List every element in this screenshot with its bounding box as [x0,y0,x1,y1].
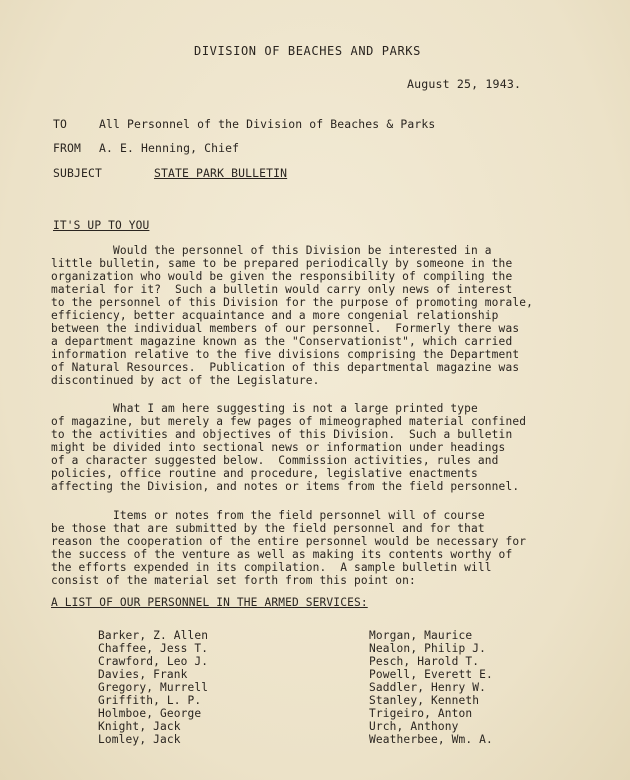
paragraph-3-line: be those that are submitted by the field personnel and for that [51,522,485,535]
section-heading-armed-services: A LIST OF OUR PERSONNEL IN THE ARMED SERVICES: [51,596,368,609]
subject-value: STATE PARK BULLETIN [154,166,288,180]
from-value: A. E. Henning, Chief [99,141,240,155]
personnel-name: Davies, Frank [98,668,188,681]
paragraph-3-line: Items or notes from the field personnel will of course [51,509,485,522]
personnel-name: Gregory, Murrell [98,681,209,694]
personnel-name: Lomley, Jack [98,733,181,746]
paragraph-2-line: of magazine, but merely a few pages of mimeographed material confined [51,415,527,428]
personnel-name: Crawford, Leo J. [98,655,209,668]
paragraph-1-line: of Natural Resources. Publication of this departmental magazine was [51,361,520,374]
paragraph-3-line: consist of the material set forth from this point on: [51,574,416,587]
paragraph-1-line: efficiency, better acquaintance and a more congenial relationship [51,309,499,322]
paragraph-1-line: organization who would be given the responsibility of compiling the [51,270,513,283]
subject-label: SUBJECT [53,166,103,180]
personnel-name: Holmboe, George [98,707,202,720]
paragraph-1-line: between the individual members of our personnel. Formerly there was [51,322,520,335]
personnel-name: Chaffee, Jess T. [98,642,209,655]
to-value: All Personnel of the Division of Beaches & Parks [99,117,436,131]
personnel-name: Powell, Everett E. [369,668,493,681]
personnel-name: Trigeiro, Anton [369,707,473,720]
paragraph-2-line: to the activities and objectives of this Division. Such a bulletin [51,428,513,441]
personnel-name: Morgan, Maurice [369,629,473,642]
division-heading: DIVISION OF BEACHES AND PARKS [194,44,421,58]
personnel-name: Knight, Jack [98,720,181,733]
to-label: TO [53,117,68,131]
paragraph-3-line: the efforts expended in its compilation. A sample bulletin will [51,561,492,574]
paragraph-2-line: affecting the Division, and notes or items from the field personnel. [51,480,520,493]
paragraph-2-line: What I am here suggesting is not a large printed type [51,402,478,415]
paragraph-3-line: reason the cooperation of the entire personnel would be necessary for [51,535,527,548]
paragraph-2-line: of a character suggested below. Commission activities, rules and [51,454,499,467]
section-heading-its-up-to-you: IT'S UP TO YOU [53,219,150,232]
personnel-name: Griffith, L. P. [98,694,202,707]
paragraph-1-line: Would the personnel of this Division be interested in a [51,244,492,257]
paragraph-1-line: discontinued by act of the Legislature. [51,374,320,387]
personnel-name: Saddler, Henry W. [369,681,487,694]
paragraph-3-line: the success of the venture as well as making its contents worthy of [51,548,513,561]
paragraph-1-line: to the personnel of this Division for the purpose of promoting morale, [51,296,533,309]
personnel-name: Urch, Anthony [369,720,459,733]
paragraph-1-line: a department magazine known as the "Conservationist", which carried [51,335,513,348]
personnel-name: Barker, Z. Allen [98,629,209,642]
personnel-name: Stanley, Kenneth [369,694,480,707]
paragraph-1-line: material for it? Such a bulletin would carry only news of interest [51,283,513,296]
from-label: FROM [53,141,82,155]
paragraph-2-line: policies, office routine and procedure, legislative enactments [51,467,478,480]
paragraph-2-line: might be divided into sectional news or information under headings [51,441,506,454]
personnel-name: Nealon, Philip J. [369,642,487,655]
personnel-name: Pesch, Harold T. [369,655,480,668]
paragraph-1-line: little bulletin, same to be prepared periodically by someone in the [51,257,513,270]
personnel-name: Weatherbee, Wm. A. [369,733,493,746]
paragraph-1-line: information relative to the five divisions comprising the Department [51,348,520,361]
memo-date: August 25, 1943. [407,77,522,91]
